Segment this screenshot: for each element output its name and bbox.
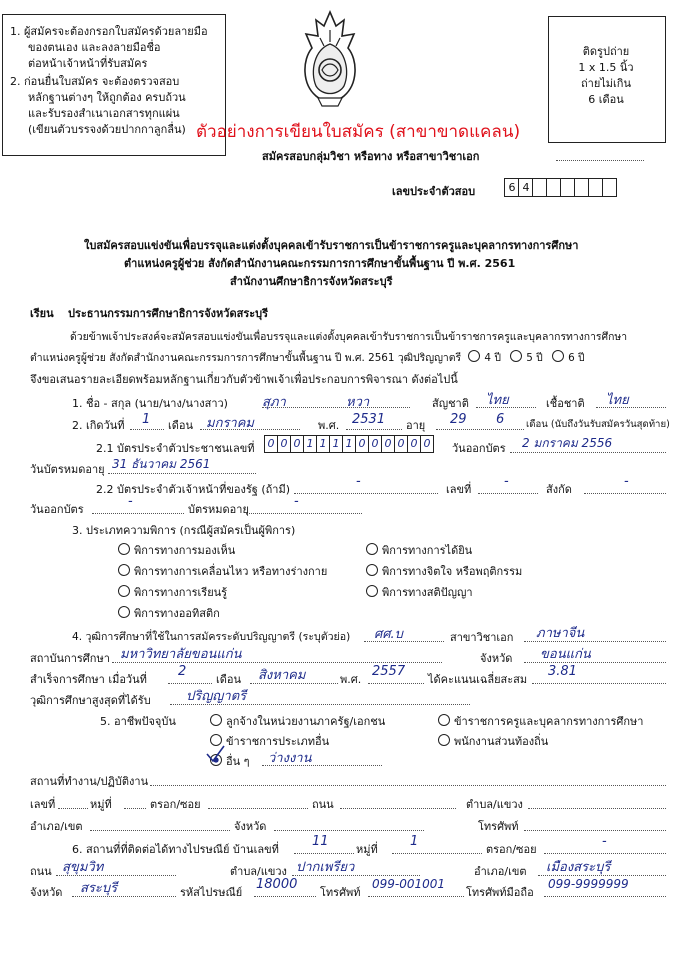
- radio-circle: [366, 564, 378, 576]
- mail-mobile-line: [544, 896, 666, 897]
- mail-no-line: [294, 853, 354, 854]
- exam-digit: [574, 179, 589, 196]
- disability-option-mental[interactable]: [366, 562, 522, 580]
- disability-option-learning[interactable]: [118, 583, 227, 601]
- disability-label: 3. ประเภทความพิการ (กรณีผู้สมัครเป็นผู้พิการ): [72, 524, 296, 537]
- id-issue-label: วันออกบัตร: [452, 442, 506, 455]
- grad-year-label: พ.ศ.: [340, 673, 362, 686]
- birth-year-value: 2531: [352, 412, 386, 427]
- id-digit: 0: [395, 436, 408, 452]
- id-digit: 1: [317, 436, 330, 452]
- radio-circle: [366, 543, 378, 555]
- grad-month-label: เดือน: [216, 673, 242, 686]
- degree-6-radio[interactable]: [552, 350, 564, 362]
- mail-road-value: สุขุมวิท: [62, 860, 104, 875]
- mail-zip-label: รหัสไปรษณีย์: [180, 886, 243, 899]
- inst-province-value: ขอนแก่น: [540, 647, 591, 662]
- race-label: สัญชาติ: [432, 397, 469, 410]
- gpa-value: 3.81: [548, 664, 577, 679]
- birth-year-label: พ.ศ.: [318, 419, 340, 432]
- work-tambon-label: ตำบล/แขวง: [466, 798, 523, 811]
- birth-month-label: เดือน: [168, 419, 194, 432]
- option-label: พิการทางการเคลื่อนไหว หรือทางร่างกาย: [134, 565, 328, 578]
- mail-tambon-value: ปากเพรียว: [296, 860, 355, 875]
- id-digit: 0: [408, 436, 421, 452]
- id-issue-value: 2 มกราคม 2556: [522, 436, 613, 450]
- exam-digit: [532, 179, 547, 196]
- id-digit: 0: [356, 436, 369, 452]
- institution-label: สถาบันการศึกษา: [30, 652, 110, 665]
- option-label: พนักงานส่วนท้องถิ่น: [454, 735, 549, 748]
- exam-digit: 4: [518, 179, 533, 196]
- workplace-label: สถานที่ทำงาน/ปฏิบัติงาน: [30, 775, 149, 788]
- radio-circle: [210, 714, 222, 726]
- degree-5-radio[interactable]: [510, 350, 522, 362]
- apply-group-label: สมัครสอบกลุ่มวิชา หรือทาง หรือสาขาวิชาเอก: [262, 150, 480, 163]
- gov-card-label: 2.2 บัตรประจำตัวเจ้าหน้าที่ของรัฐ (ถ้ามี): [96, 483, 290, 496]
- intro-line2: [30, 349, 585, 366]
- mail-province-value: สระบุรี: [80, 881, 118, 896]
- option-label: พิการทางสติปัญญา: [382, 586, 473, 599]
- age-line: [436, 429, 524, 430]
- gov-no-label: เลขที่: [446, 483, 472, 496]
- option-label: ข้าราชการครูและบุคลากรทางการศึกษา: [454, 715, 644, 728]
- option-label: ลูกจ้างในหน่วยงานภาครัฐ/เอกชน: [226, 715, 386, 728]
- radio-circle: [366, 585, 378, 597]
- gov-dept-label: สังกัด: [546, 483, 572, 496]
- mail-moo-label: หมู่ที่: [356, 843, 378, 856]
- nation-label: เชื้อชาติ: [546, 397, 585, 410]
- graduation-label: สำเร็จการศึกษา เมื่อวันที่: [30, 673, 147, 686]
- age-label: อายุ: [406, 419, 426, 432]
- form-title-line3: สำนักงานศึกษาธิการจังหวัดสระบุรี: [230, 275, 393, 288]
- gov-card-line: [294, 493, 438, 494]
- workplace-line: [150, 785, 666, 786]
- work-moo-line: [124, 808, 146, 809]
- gov-card-value: -: [356, 474, 361, 489]
- gov-no-value: -: [504, 474, 509, 489]
- option-label: ข้าราชการประเภทอื่น: [226, 735, 330, 748]
- exam-digit: 6: [504, 179, 519, 196]
- photo-line4: 6 เดือน: [588, 93, 624, 106]
- work-soi-label: ตรอก/ซอย: [150, 798, 201, 811]
- id-digit: 1: [304, 436, 317, 452]
- degree-5-label: 5 ปี: [526, 352, 543, 364]
- highest-degree-value: ปริญญาตรี: [186, 689, 247, 704]
- instruction-2-line1: 2. ก่อนยื่นใบสมัคร จะต้องตรวจสอบ: [10, 75, 180, 88]
- option-label: พิการทางจิตใจ หรือพฤติกรรม: [382, 565, 523, 578]
- option-label: พิการทางการมองเห็น: [134, 544, 236, 557]
- major-value: ภาษาจีน: [536, 626, 585, 641]
- work-amphoe-label: อำเภอ/เขต: [30, 820, 83, 833]
- form-title-line2: ตำแหน่งครูผู้ช่วย สังกัดสำนักงานคณะกรรมการการศึกษาขั้นพื้นฐาน ปี พ.ศ. 2561: [124, 257, 516, 270]
- birth-day-value: 1: [142, 412, 151, 427]
- exam-number-box: [504, 178, 617, 197]
- degree-4-radio[interactable]: [468, 350, 480, 362]
- mail-amphoe-value: เมืองสระบุรี: [546, 860, 611, 875]
- disability-option-physical[interactable]: [118, 562, 327, 580]
- gov-issue-label: วันออกบัตร: [30, 503, 84, 516]
- mail-tel-value: 099-001001: [372, 877, 446, 891]
- id-expire-label: วันบัตรหมดอายุ: [30, 463, 105, 476]
- id-digit: 0: [382, 436, 395, 452]
- option-label: อื่น ๆ: [226, 755, 250, 768]
- age-value: 29: [450, 412, 467, 427]
- surname-value: หวา: [346, 395, 370, 410]
- gpa-line: [532, 683, 666, 684]
- mail-amphoe-label: อำเภอ/เขต: [474, 865, 527, 878]
- work-province-line: [274, 830, 424, 831]
- gov-expire-value: -: [294, 494, 299, 509]
- exam-number-label: เลขประจำตัวสอบ: [392, 185, 476, 198]
- instruction-2-line4: (เขียนตัวบรรจงด้วยปากกาลูกลื่น): [28, 123, 186, 136]
- id-digit: 1: [330, 436, 343, 452]
- mail-soi-label: ตรอก/ซอย: [486, 843, 537, 856]
- intro-line2-text: ตำแหน่งครูผู้ช่วย สังกัดสำนักงานคณะกรรมการการศึกษาขั้นพื้นฐาน ปี พ.ศ. 2561 วุฒิปริญญาตรี: [30, 352, 462, 364]
- exam-digit: [602, 179, 617, 196]
- photo-line3: ถ่ายไม่เกิน: [580, 77, 631, 90]
- age-month-value: 6: [496, 412, 505, 427]
- mail-soi-value: -: [602, 834, 607, 849]
- birth-month-value: มกราคม: [206, 416, 254, 431]
- inst-province-label: จังหวัด: [480, 652, 513, 665]
- gov-dept-value: -: [624, 474, 629, 489]
- intro-line3: จึงขอเสนอรายละเอียดพร้อมหลักฐานเกี่ยวกับตัวข้าพเจ้าเพื่อประกอบการพิจารณา ดังต่อไปนี้: [30, 373, 458, 386]
- mail-tel-line: [368, 896, 464, 897]
- highest-degree-label: วุฒิการศึกษาสูงสุดที่ได้รับ: [30, 694, 151, 707]
- work-tel-line: [524, 830, 666, 831]
- disability-option-visual[interactable]: [118, 541, 235, 559]
- id-card-label: 2.1 บัตรประจำตัวประชาชนเลขที่: [96, 442, 255, 455]
- mail-tambon-label: ตำบล/แขวง: [230, 865, 287, 878]
- grad-month-value: สิงหาคม: [258, 668, 306, 683]
- work-road-label: ถนน: [312, 798, 334, 811]
- nation-value: ไทย: [606, 393, 629, 408]
- radio-circle: [438, 714, 450, 726]
- mail-province-label: จังหวัด: [30, 886, 63, 899]
- occupation-option-teacher[interactable]: [438, 712, 643, 730]
- mail-address-label: 6. สถานที่ที่ติดต่อได้ทางไปรษณีย์ บ้านเลขที่: [72, 843, 279, 856]
- photo-line2: 1 x 1.5 นิ้ว: [578, 61, 634, 74]
- gov-no-line: [478, 493, 538, 494]
- id-digit: 0: [291, 436, 304, 452]
- birth-year-line: [346, 429, 402, 430]
- instruction-1-line1: 1. ผู้สมัครจะต้องกรอกใบสมัครด้วยลายมือ: [10, 25, 208, 38]
- id-digit: 0: [369, 436, 382, 452]
- disability-option-hearing[interactable]: [366, 541, 472, 559]
- instruction-1-line3: ต่อหน้าเจ้าหน้าที่รับสมัคร: [28, 57, 148, 70]
- id-digit: 0: [278, 436, 291, 452]
- obec-emblem-logo: [298, 10, 362, 108]
- gov-expire-label: บัตรหมดอายุ: [188, 503, 249, 516]
- intro-line1: ด้วยข้าพเจ้าประสงค์จะสมัครสอบแข่งขันเพื่อบรรจุและแต่งตั้งบุคคลเข้ารับราชการเป็นข้าราชการครูและบุคลากรทางการศึกษา: [70, 331, 628, 343]
- exam-digit: [546, 179, 561, 196]
- mail-mobile-label: โทรศัพท์มือถือ: [466, 886, 534, 899]
- instruction-2-line3: และรับรองสำเนาเอกสารทุกแผ่น: [28, 107, 180, 120]
- work-no-line: [58, 808, 88, 809]
- grad-day-line: [168, 683, 212, 684]
- option-label: พิการทางการเรียนรู้: [134, 586, 228, 599]
- exam-digit: [560, 179, 575, 196]
- work-province-label: จังหวัด: [234, 820, 267, 833]
- radio-circle: [118, 543, 130, 555]
- gov-issue-value: -: [128, 494, 133, 509]
- occupation-option-employee[interactable]: [210, 712, 385, 730]
- name-value: สุภา: [262, 395, 286, 410]
- work-amphoe-line: [90, 830, 230, 831]
- degree-4-label: 4 ปี: [484, 352, 501, 364]
- race-value: ไทย: [486, 393, 509, 408]
- work-tel-label: โทรศัพท์: [478, 820, 519, 833]
- work-road-line: [340, 808, 456, 809]
- mail-no-value: 11: [312, 834, 329, 849]
- gov-issue-line: [92, 513, 184, 514]
- mail-zip-value: 18000: [256, 877, 298, 892]
- instruction-2-line2: หลักฐานต่างๆ ให้ถูกต้อง ครบถ้วน: [28, 91, 186, 104]
- id-expire-value: 31 ธันวาคม 2561: [112, 457, 211, 471]
- id-digit: 1: [343, 436, 356, 452]
- id-card-number-box: [264, 435, 434, 453]
- grad-year-line: [368, 683, 424, 684]
- gpa-label: ได้คะแนนเฉลี่ยสะสม: [428, 673, 528, 686]
- name-label: 1. ชื่อ - สกุล (นาย/นาง/นางสาว): [72, 397, 228, 410]
- education-label: 4. วุฒิการศึกษาที่ใช้ในการสมัครระดับปริญญาตรี (ระบุตัวย่อ): [72, 631, 351, 643]
- sample-title: ตัวอย่างการเขียนใบสมัคร (สาขาขาดแคลน): [196, 122, 521, 142]
- mail-moo-line: [392, 853, 482, 854]
- gov-dept-line: [584, 493, 666, 494]
- work-moo-label: หมู่ที่: [90, 798, 112, 811]
- mail-soi-line: [544, 853, 666, 854]
- form-title-line1: ใบสมัครสอบแข่งขันเพื่อบรรจุและแต่งตั้งบุคคลเข้ารับราชการเป็นข้าราชการครูและบุคลากรทางการศึกษา: [84, 239, 579, 252]
- apply-group-line: [556, 160, 644, 161]
- id-digit: 0: [265, 436, 278, 452]
- gov-expire-line: [246, 513, 362, 514]
- mail-mobile-value: 099-9999999: [548, 877, 629, 891]
- mail-road-label: ถนน: [30, 865, 52, 878]
- salutation-text: ประธานกรรมการศึกษาธิการจังหวัดสระบุรี: [68, 307, 269, 320]
- grad-year-value: 2557: [372, 664, 406, 679]
- exam-digit: [588, 179, 603, 196]
- birth-day-line: [130, 429, 164, 430]
- age-suffix: เดือน (นับถึงวันรับสมัครวันสุดท้าย): [526, 419, 670, 430]
- birth-label: 2. เกิดวันที่: [72, 419, 125, 432]
- radio-circle: [118, 585, 130, 597]
- disability-option-intellectual[interactable]: [366, 583, 473, 601]
- institution-value: มหาวิทยาลัยขอนแก่น: [120, 647, 242, 662]
- occupation-other-value: ว่างงาน: [268, 751, 312, 766]
- option-label: พิการทางออทิสติก: [134, 607, 220, 620]
- occupation-label: 5. อาชีพปัจจุบัน: [100, 715, 176, 728]
- work-tambon-line: [528, 808, 666, 809]
- degree-value: ศศ.บ: [374, 627, 403, 642]
- work-no-label: เลขที่: [30, 798, 56, 811]
- photo-line1: ติดรูปถ่าย: [582, 45, 630, 58]
- occupation-option-local-staff[interactable]: [438, 732, 548, 750]
- mail-zip-line: [254, 896, 316, 897]
- grad-day-value: 2: [178, 664, 187, 679]
- checkmark-icon: [204, 744, 226, 764]
- instruction-1-line2: ของตนเอง และลงลายมือชื่อ: [28, 41, 161, 54]
- radio-circle: [438, 734, 450, 746]
- option-label: พิการทางการได้ยิน: [382, 544, 473, 557]
- work-soi-line: [208, 808, 308, 809]
- mail-moo-value: 1: [410, 834, 419, 849]
- disability-option-autism[interactable]: [118, 604, 220, 622]
- major-label: สาขาวิชาเอก: [450, 631, 514, 644]
- id-digit: 0: [423, 437, 431, 450]
- radio-circle: [118, 606, 130, 618]
- radio-circle: [118, 564, 130, 576]
- salutation-label: เรียน: [30, 307, 54, 320]
- mail-tel-label: โทรศัพท์: [320, 886, 361, 899]
- degree-6-label: 6 ปี: [568, 352, 585, 364]
